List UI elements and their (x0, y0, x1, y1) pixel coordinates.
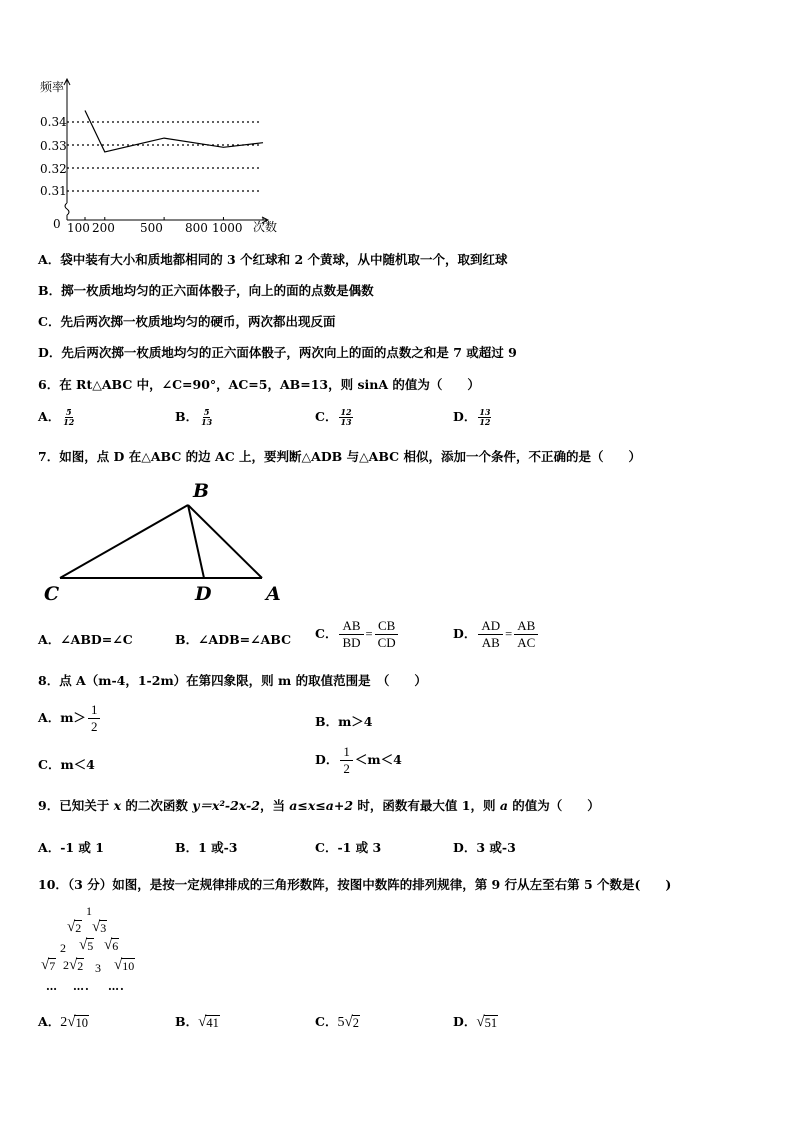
triangle-dots: … (46, 980, 58, 993)
q8-option-a: A．m＞ $\frac{1}{2}$ (38, 702, 102, 735)
triangle-row4-item: 2 √ 2 (63, 957, 84, 973)
q9-option-b: B．1 或-3 (175, 840, 238, 855)
triangle-row2-item: √ 3 (92, 919, 107, 935)
y-tick-label: 0.31 (40, 184, 67, 198)
side-cb (60, 505, 188, 578)
triangle-row3-item: √ 6 (104, 937, 119, 953)
q10-option-b: B． √ 41 (175, 1014, 219, 1030)
q6-option-b: B． $\frac{5}{13}$ (175, 407, 213, 427)
q7-option-a: A．∠ABD=∠C (38, 632, 133, 647)
q6-option-a: A． $\frac{5}{12}$ (38, 407, 75, 427)
q5-option-c: C．先后两次掷一枚质地均匀的硬币，两次都出现反面 (38, 314, 336, 329)
triangle-dots: …. (73, 980, 90, 993)
x-tick-label: 1000 (212, 221, 243, 235)
q6-option-c: C． $\frac{12}{13}$ (315, 407, 352, 427)
triangle-row3-item: 2 (60, 941, 66, 955)
q9-option-c: C．-1 或 3 (315, 840, 382, 855)
y-tick-label: 0.34 (40, 115, 67, 129)
q5-option-b: B．掷一枚质地均匀的正六面体骰子，向上的面的点数是偶数 (38, 283, 374, 298)
q5-option-d: D．先后两次掷一枚质地均匀的正六面体骰子，两次向上的面的点数之和是 7 或超过 9 (38, 345, 517, 360)
x-tick-label: 200 (92, 221, 115, 235)
y-tick-label: 0.33 (40, 139, 67, 153)
triangle-row2-item: √ 2 (67, 919, 82, 935)
chart-origin-label: 0 (53, 217, 61, 231)
q10-stem: 10．（3 分）如图，是按一定规律排成的三角形数阵，按图中数阵的排列规律，第 9 行从左至右第 5 个数是( ) (38, 877, 672, 892)
q10-option-d: D． √ 51 (453, 1014, 498, 1030)
q8-stem: 8．点 A（m-4，1-2m）在第四象限，则 m 的取值范围是 （ ） (38, 673, 427, 688)
chart-xlabel: 次数 (253, 220, 278, 234)
vertex-label-b: B (193, 480, 210, 502)
q7-option-d: D． $\frac{AD}{AB}$ = $\frac{AB}{AC}$ (453, 618, 540, 651)
vertex-label-d: D (195, 583, 212, 605)
segment-bd (188, 505, 204, 578)
q10-option-c: C．5 √ 2 (315, 1014, 359, 1030)
q8-option-b: B．m＞4 (315, 714, 373, 729)
chart-ylabel: 频率 (40, 80, 65, 94)
q6-option-d: D． $\frac{13}{12}$ (453, 407, 491, 427)
q8-option-d: D． $\frac{1}{2}$ ＜m＜4 (315, 744, 402, 776)
x-tick-label: 100 (67, 221, 90, 235)
q9-stem: 9．已知关于 x 的二次函数 y＝x²-2x-2，当 a≤x≤a+2 时，函数有最大值 1，则 a 的值为（ ） (38, 798, 600, 813)
side-ba (188, 505, 262, 578)
vertex-label-a: A (266, 583, 281, 605)
triangle-row3-item: √ 5 (79, 937, 94, 953)
triangle-row4-item: √ 10 (114, 957, 135, 973)
q7-option-b: B．∠ADB=∠ABC (175, 632, 292, 647)
q10-option-a: A．2 √ 10 (38, 1014, 88, 1030)
q6-stem: 6．在 Rt△ABC 中，∠C=90°，AC=5，AB=13，则 sinA 的值为（ ） (38, 377, 480, 392)
triangle-row4-item: √ 7 (41, 957, 56, 973)
axis-break-mark (65, 203, 69, 215)
q9-option-a: A．-1 或 1 (38, 840, 104, 855)
q8-option-c: C．m＜4 (38, 757, 95, 772)
frequency-line-chart (30, 78, 300, 238)
triangle-row1-item: 1 (86, 904, 92, 918)
triangle-dots: …. (108, 980, 125, 993)
triangle-figure (40, 478, 300, 608)
q7-stem: 7．如图，点 D 在△ABC 的边 AC 上，要判断△ADB 与△ABC 相似，添加一个条件，不正确的是（ ） (38, 449, 641, 464)
triangle-row4-item: 3 (95, 961, 101, 975)
q7-option-c: C． $\frac{AB}{BD}$ = $\frac{CB}{CD}$ (315, 618, 401, 651)
x-tick-label: 500 (140, 221, 163, 235)
frequency-series-line (85, 111, 263, 152)
y-tick-label: 0.32 (40, 162, 67, 176)
vertex-label-c: C (44, 583, 60, 605)
x-tick-label: 800 (185, 221, 208, 235)
q5-option-a: A．袋中装有大小和质地都相同的 3 个红球和 2 个黄球，从中随机取一个，取到红球 (38, 252, 508, 267)
q9-option-d: D．3 或-3 (453, 840, 516, 855)
